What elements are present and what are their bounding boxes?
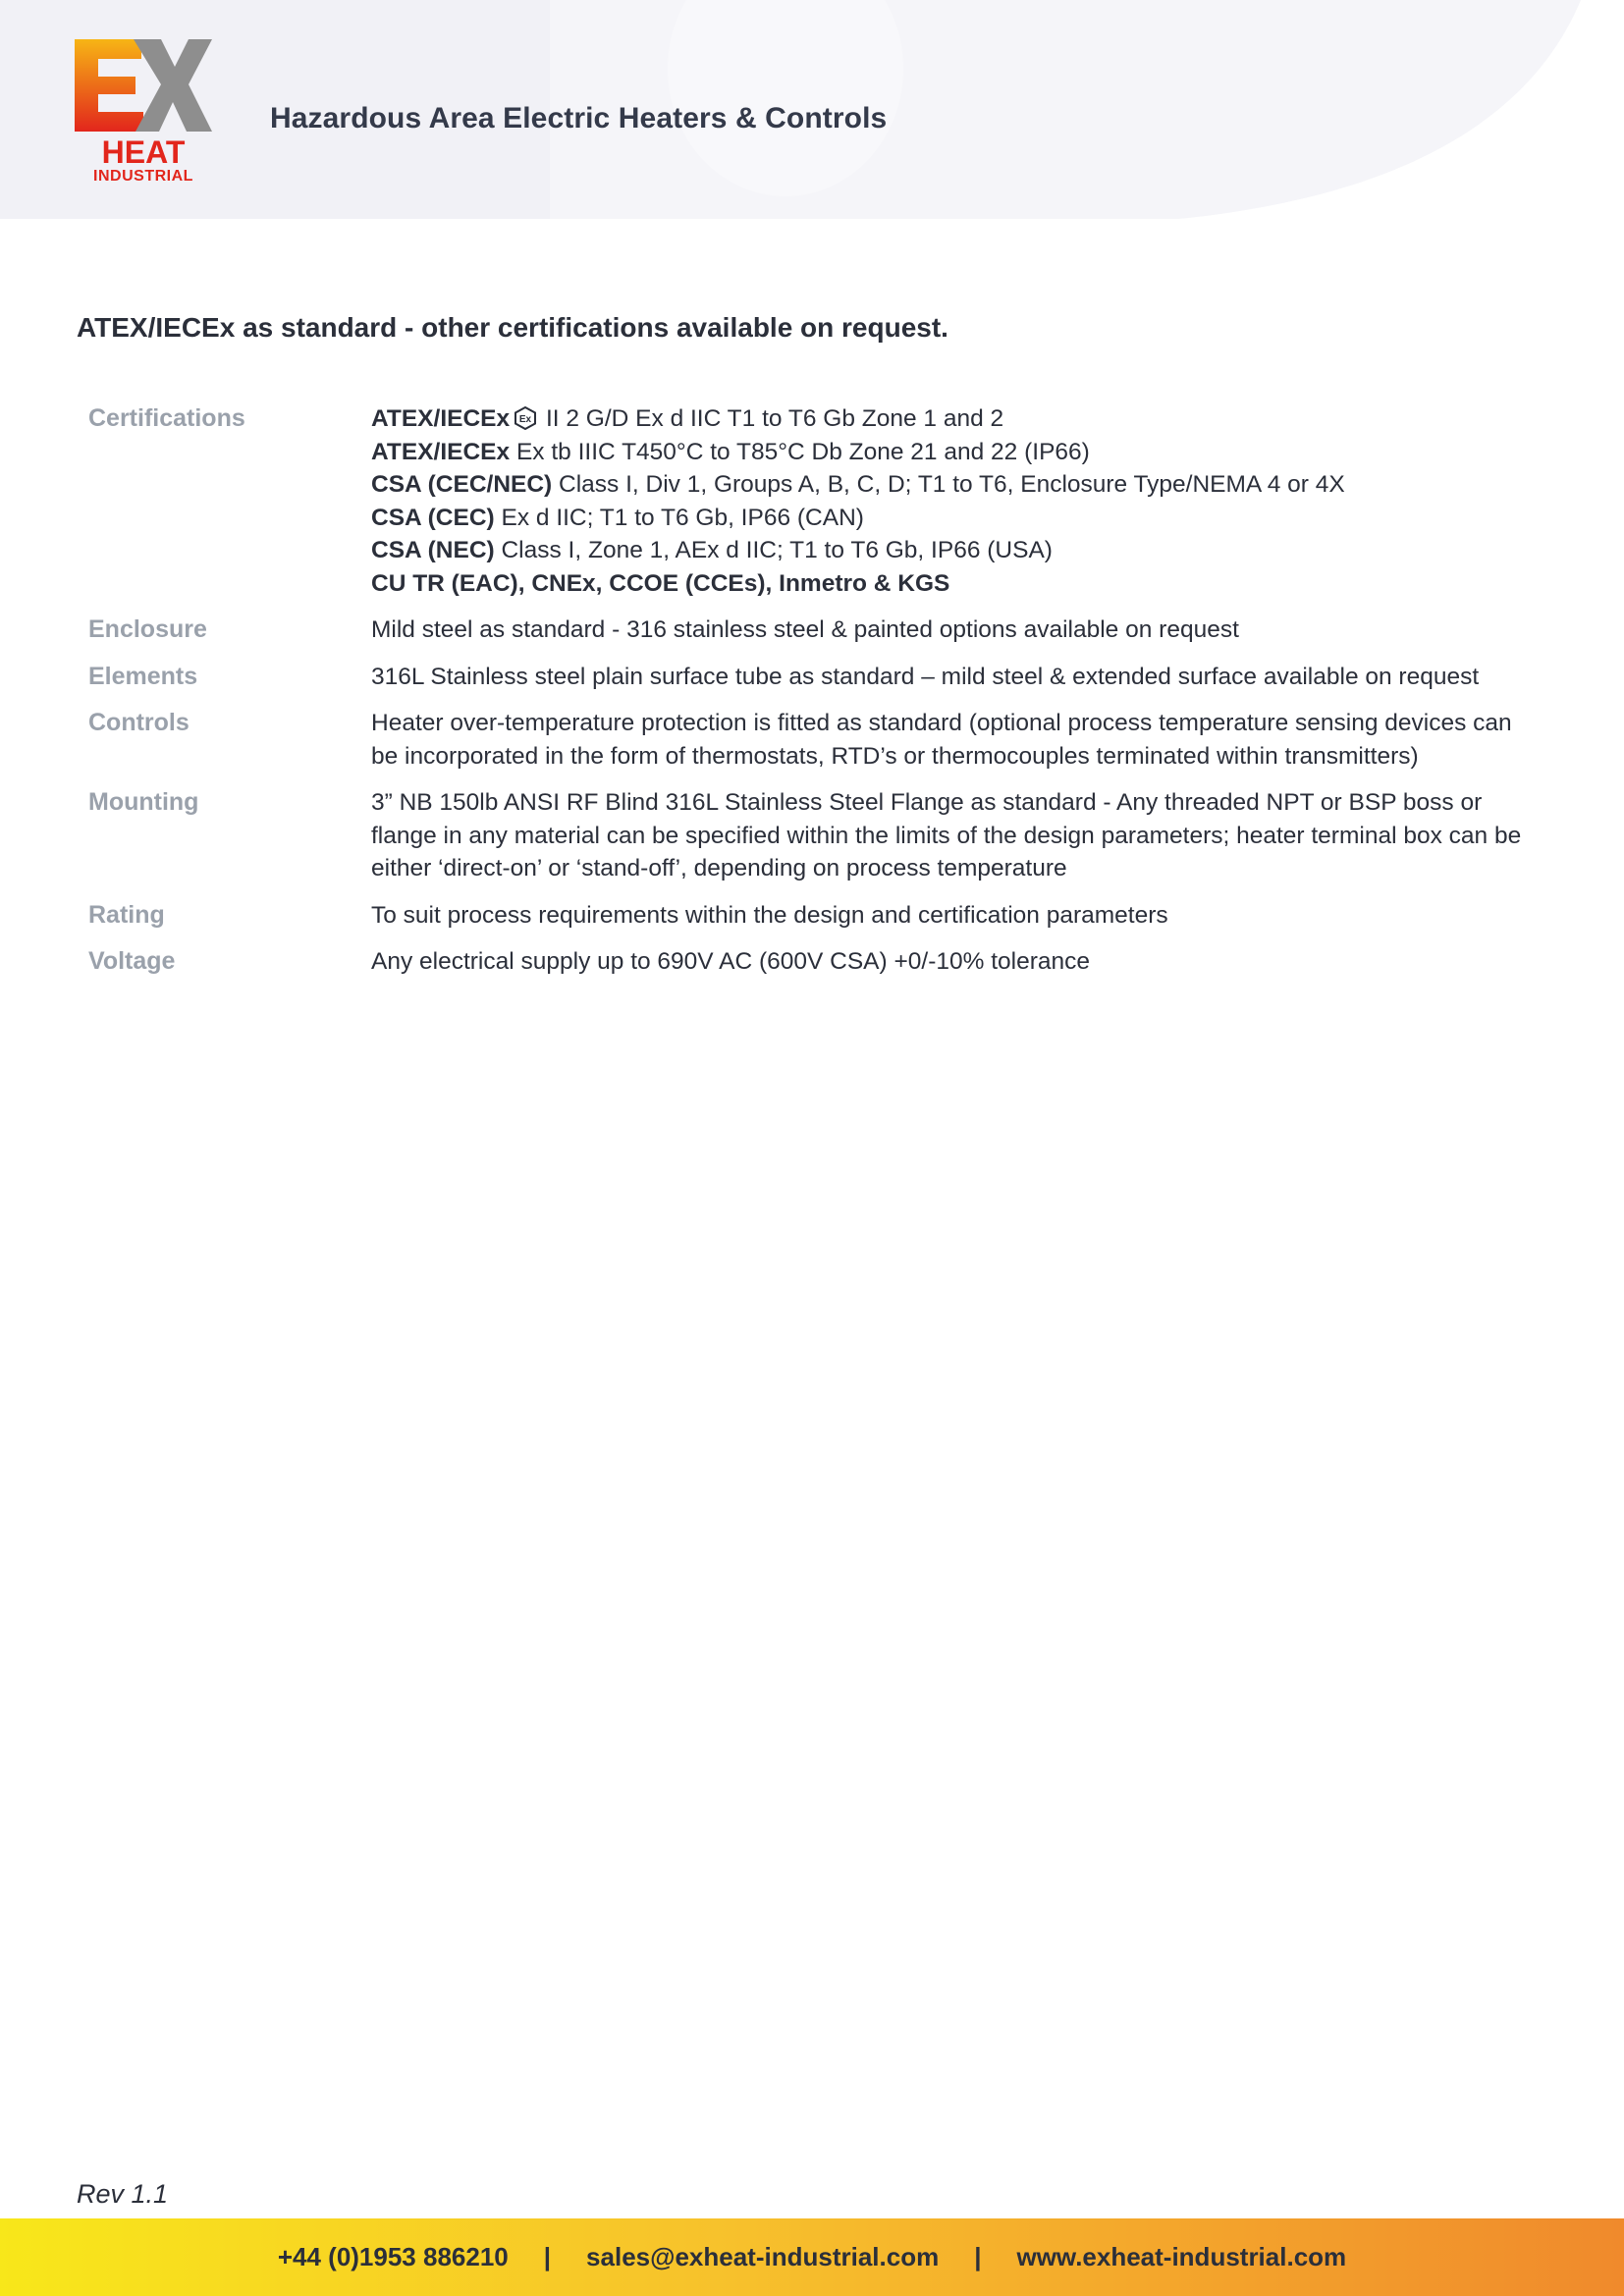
spec-value xyxy=(371,402,1549,600)
exheat-logo xyxy=(75,35,212,183)
value-line: Heater over-temperature protection is fitted as standard (optional process temperature sensing devices can xyxy=(371,710,1512,736)
spec-row-rating xyxy=(77,899,1549,933)
page-headline: ATEX/IECEx as standard - other certifications available on request. xyxy=(77,312,948,343)
spec-table xyxy=(77,402,1549,992)
footer-separator: | xyxy=(974,2242,982,2271)
logo-word-industrial: INDUSTRIAL xyxy=(93,168,193,183)
revision-label: Rev 1.1 xyxy=(77,2179,169,2209)
value-line: 3” NB 150lb ANSI RF Blind 316L Stainless Steel Flange as standard - Any threaded NPT or BSP boss or xyxy=(371,789,1483,816)
contact-footer xyxy=(0,2218,1624,2296)
footer-phone[interactable]: +44 (0)1953 886210 xyxy=(277,2242,509,2271)
cert-line: CSA (NEC) Class I, Zone 1, AEx d IIC; T1 to T6 Gb, IP66 (USA) xyxy=(371,537,1053,563)
value-line: be incorporated in the form of thermostats, RTD’s or thermocouples terminated within transmitters) xyxy=(371,742,1419,770)
spec-value xyxy=(371,707,1549,773)
spec-label: Rating xyxy=(88,900,165,929)
spec-label: Elements xyxy=(88,662,198,690)
spec-row-enclosure xyxy=(77,614,1549,647)
spec-label: Certifications xyxy=(88,404,245,432)
header-tagline: Hazardous Area Electric Heaters & Controls xyxy=(270,102,888,134)
spec-value: To suit process requirements within the design and certification parameters xyxy=(371,901,1168,929)
spec-label: Controls xyxy=(88,709,189,736)
cert-line: ATEX/IECEx Ex II 2 G/D Ex d IIC T1 to T6 Gb Zone 1 and 2 xyxy=(371,405,1004,432)
spec-value: 316L Stainless steel plain surface tube as standard – mild steel & extended surface available on request xyxy=(371,663,1480,690)
cert-line: CU TR (EAC), CNEx, CCOE (CCEs), Inmetro & KGS xyxy=(371,569,950,597)
spec-value: Mild steel as standard - 316 stainless steel & painted options available on request xyxy=(371,616,1239,643)
spec-row-elements xyxy=(77,661,1549,694)
cert-line: CSA (CEC/NEC) Class I, Div 1, Groups A, B, C, D; T1 to T6, Enclosure Type/NEMA 4 or 4X xyxy=(371,471,1345,498)
svg-text:Ex: Ex xyxy=(519,414,532,425)
spec-label: Mounting xyxy=(88,788,199,816)
spec-row-voltage xyxy=(77,945,1549,979)
logo-word-heat: HEAT xyxy=(101,134,186,170)
spec-row-certifications xyxy=(77,402,1549,600)
page-header xyxy=(0,0,1624,219)
spec-label: Voltage xyxy=(88,947,176,975)
cert-line: ATEX/IECEx Ex tb IIIC T450°C to T85°C Db Zone 21 and 22 (IP66) xyxy=(371,438,1090,465)
cert-line: CSA (CEC) Ex d IIC; T1 to T6 Gb, IP66 (CAN) xyxy=(371,504,864,531)
footer-website-link[interactable]: www.exheat-industrial.com xyxy=(1016,2242,1347,2271)
spec-value xyxy=(371,786,1549,885)
footer-separator: | xyxy=(543,2242,552,2271)
footer-email-link[interactable]: sales@exheat-industrial.com xyxy=(586,2242,940,2271)
ex-hexagon-icon xyxy=(514,406,537,430)
spec-row-mounting xyxy=(77,786,1549,885)
value-line: flange in any material can be specified within the limits of the design parameters; heater terminal box can be xyxy=(371,822,1522,849)
value-line: either ‘direct-on’ or ‘stand-off’, depending on process temperature xyxy=(371,855,1067,881)
spec-label: Enclosure xyxy=(88,615,207,643)
spec-value: Any electrical supply up to 690V AC (600V CSA) +0/-10% tolerance xyxy=(371,948,1090,975)
spec-row-controls xyxy=(77,707,1549,773)
